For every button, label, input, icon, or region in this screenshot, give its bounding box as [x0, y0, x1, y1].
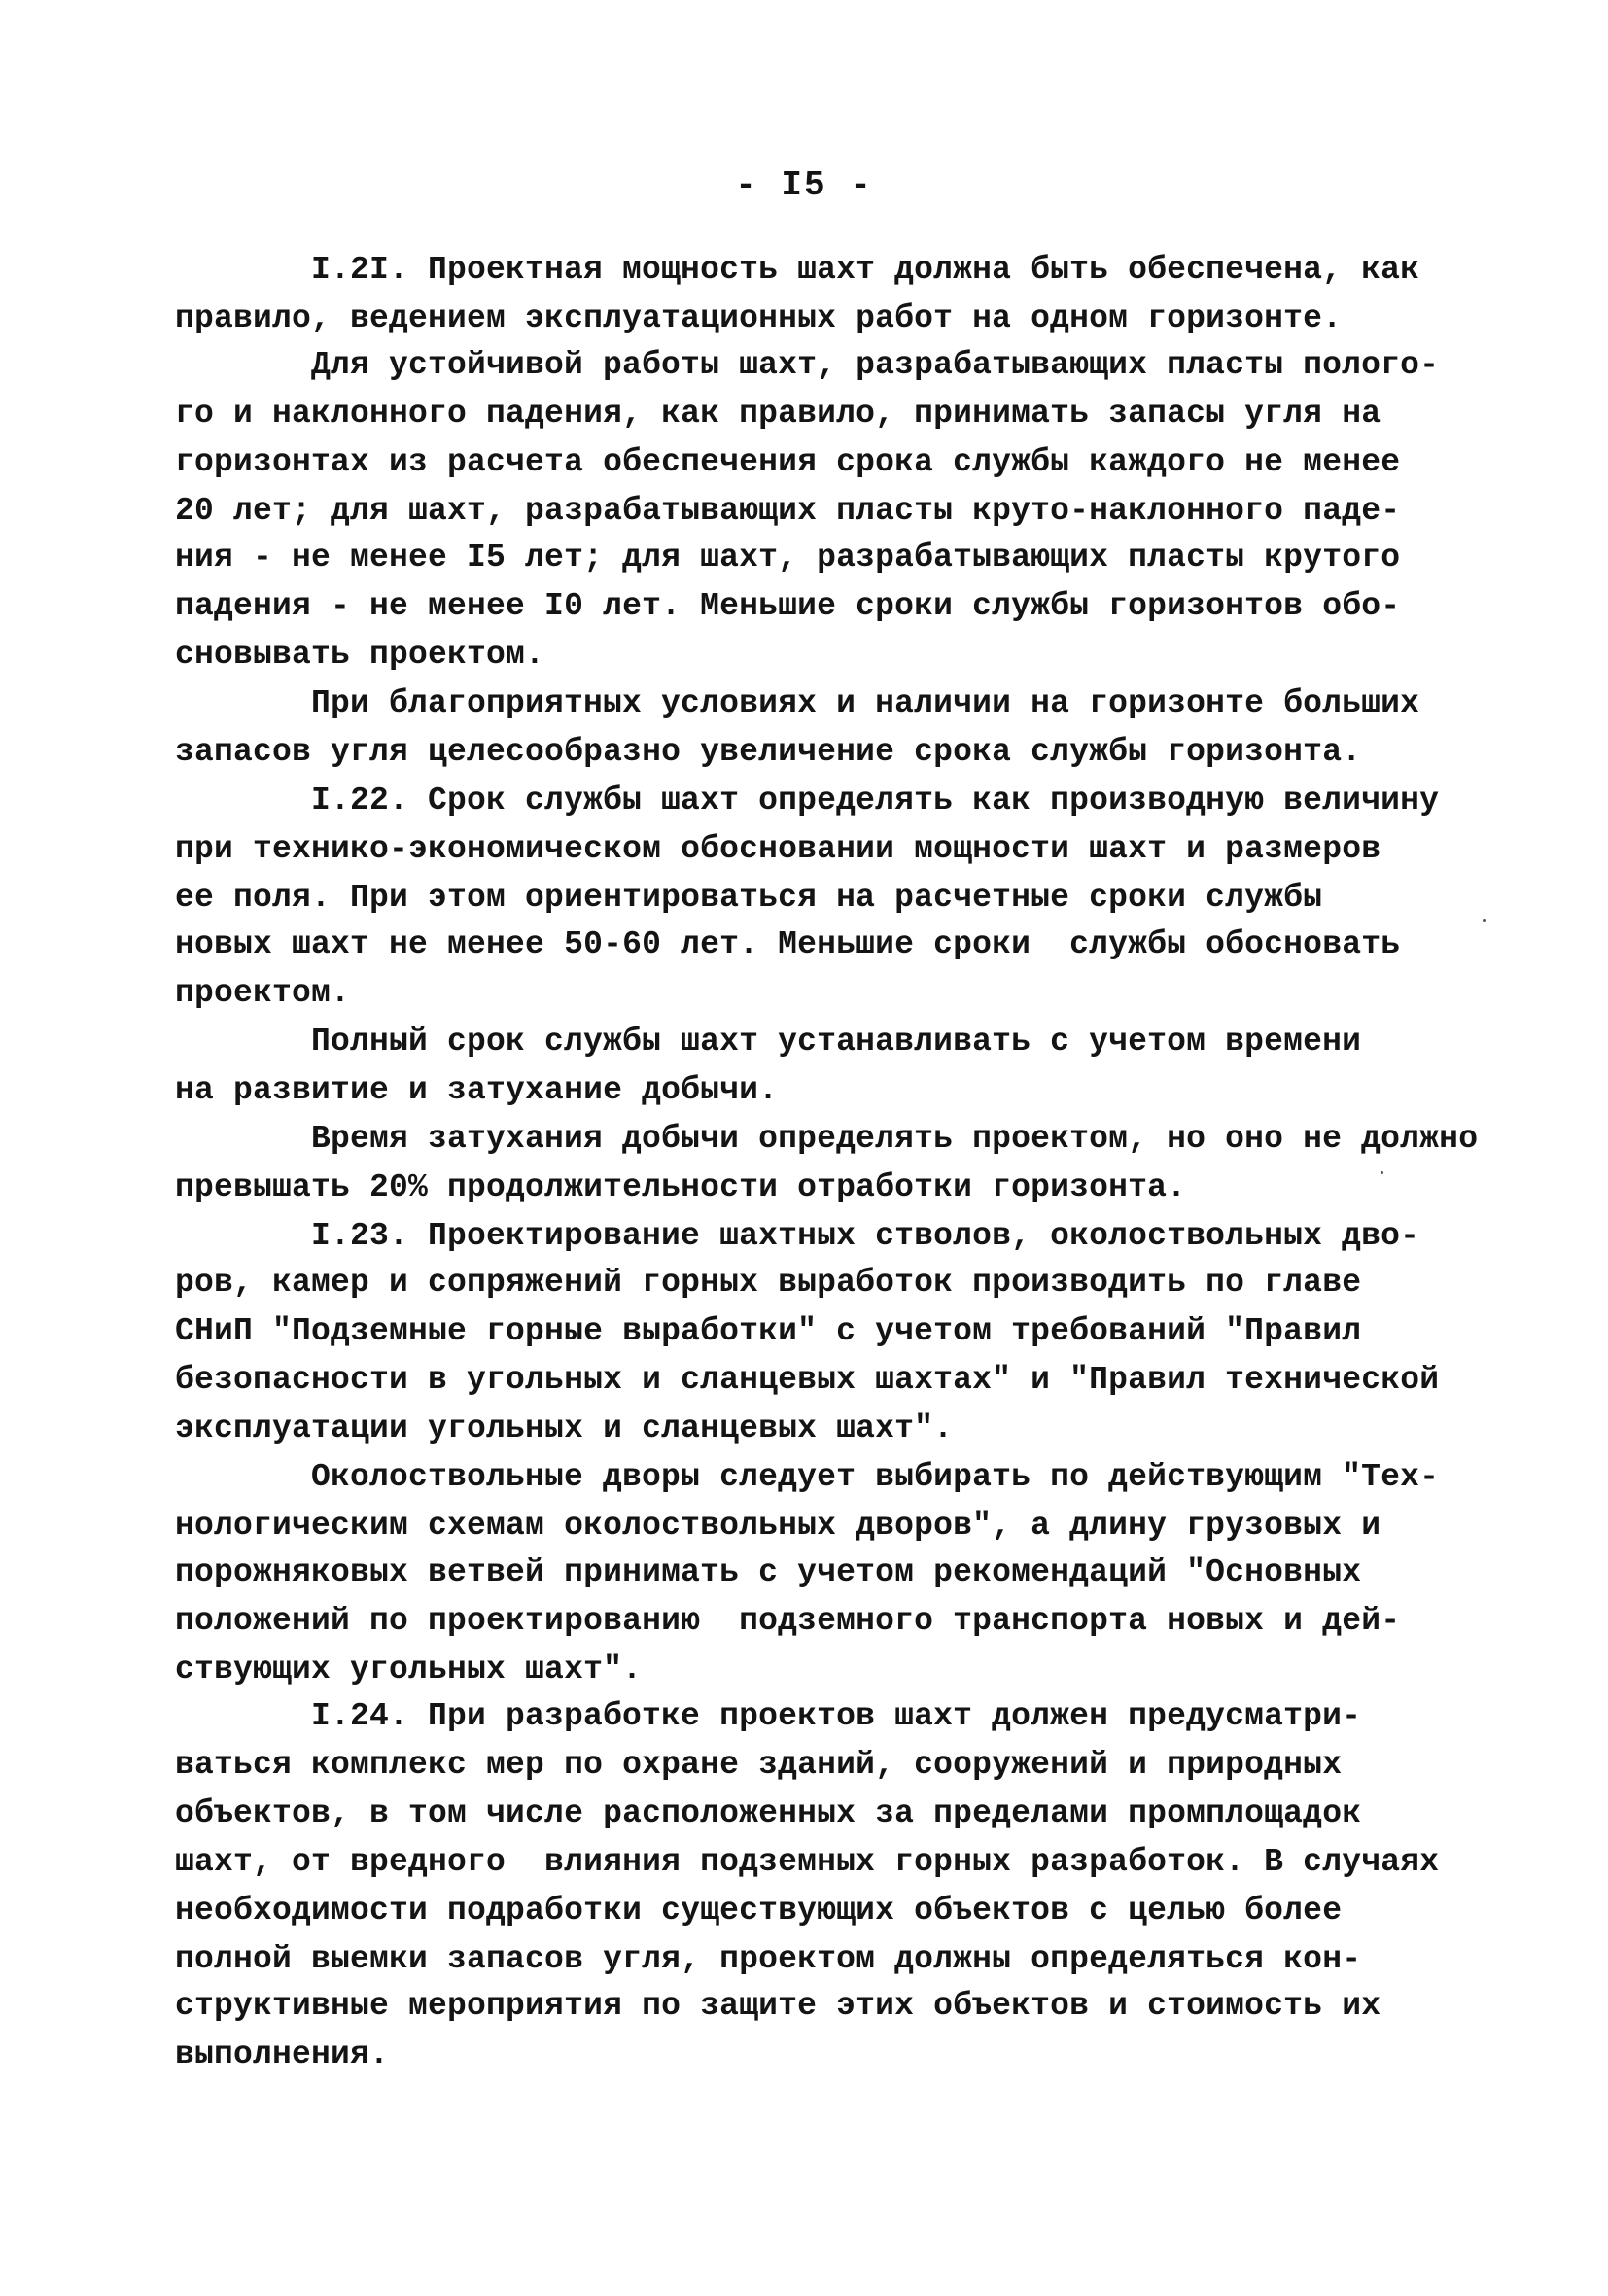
text-line: безопасности в угольных и сланцевых шахтах" и "Правил технической	[175, 1362, 1440, 1398]
page-number: - I5 -	[735, 165, 873, 205]
text-line: нологическим схемам околоствольных дворов", а длину грузовых и	[175, 1508, 1381, 1544]
text-line: ния - не менее I5 лет; для шахт, разрабатывающих пласты крутого	[175, 539, 1401, 575]
text-line: полной выемки запасов угля, проектом должны определяться кон-	[175, 1941, 1362, 1977]
text-line: I.23. Проектирование шахтных стволов, околоствольных дво-	[311, 1218, 1420, 1254]
text-line: на развитие и затухание добычи.	[175, 1072, 779, 1108]
text-line: положений по проектированию подземного транспорта новых и дей-	[175, 1603, 1401, 1639]
text-line: го и наклонного падения, как правило, принимать запасы угля на	[175, 396, 1381, 432]
text-line: сновывать проектом.	[175, 637, 545, 673]
text-line: при технико-экономическом обосновании мощности шахт и размеров	[175, 831, 1381, 867]
text-line: горизонтах из расчета обеспечения срока службы каждого не менее	[175, 444, 1401, 480]
text-line: эксплуатации угольных и сланцевых шахт".	[175, 1410, 954, 1446]
text-line: шахт, от вредного влияния подземных горных разработок. В случаях	[175, 1844, 1440, 1880]
text-line: проектом.	[175, 975, 351, 1011]
text-line: При благоприятных условиях и наличии на горизонте больших	[311, 685, 1420, 721]
text-line: ствующих угольных шахт".	[175, 1652, 643, 1687]
text-line: I.2I. Проектная мощность шахт должна быть обеспечена, как	[311, 252, 1420, 288]
text-line: падения - не менее I0 лет. Меньшие сроки службы горизонтов обо-	[175, 588, 1401, 624]
text-line: структивные мероприятия по защите этих объектов и стоимость их	[175, 1988, 1381, 2024]
text-line: новых шахт не менее 50-60 лет. Меньшие сроки службы обосновать	[175, 926, 1401, 962]
text-line: ров, камер и сопряжений горных выработок производить по главе	[175, 1265, 1362, 1301]
text-line: порожняковых ветвей принимать с учетом рекомендаций "Основных	[175, 1554, 1362, 1590]
text-line: СНиП "Подземные горные выработки" с учетом требований "Правил	[175, 1313, 1362, 1349]
text-line: выполнения.	[175, 2036, 390, 2072]
text-line: Околоствольные дворы следует выбирать по действующим "Тех-	[311, 1459, 1440, 1495]
scan-speck	[1483, 919, 1486, 922]
text-line: I.24. При разработке проектов шахт должен предусматри-	[311, 1698, 1362, 1734]
text-line: Полный срок службы шахт устанавливать с учетом времени	[311, 1024, 1362, 1060]
text-line: I.22. Срок службы шахт определять как производную величину	[311, 783, 1440, 818]
scan-speck	[1381, 1171, 1383, 1174]
text-line: необходимости подработки существующих объектов с целью более	[175, 1893, 1343, 1929]
text-line: 20 лет; для шахт, разрабатывающих пласты круто-наклонного паде-	[175, 493, 1401, 529]
text-line: ваться комплекс мер по охране зданий, сооружений и природных	[175, 1747, 1343, 1783]
text-line: запасов угля целесообразно увеличение срока службы горизонта.	[175, 734, 1362, 770]
text-line: Для устойчивой работы шахт, разрабатывающих пласты полого-	[311, 347, 1440, 383]
text-line: объектов, в том числе расположенных за пределами промплощадок	[175, 1795, 1362, 1831]
text-line: превышать 20% продолжительности отработки горизонта.	[175, 1169, 1187, 1205]
text-line: Время затухания добычи определять проектом, но оно не должно	[311, 1121, 1479, 1157]
text-line: ее поля. При этом ориентироваться на расчетные сроки службы	[175, 880, 1323, 916]
text-line: правило, ведением эксплуатационных работ на одном горизонте.	[175, 300, 1343, 336]
